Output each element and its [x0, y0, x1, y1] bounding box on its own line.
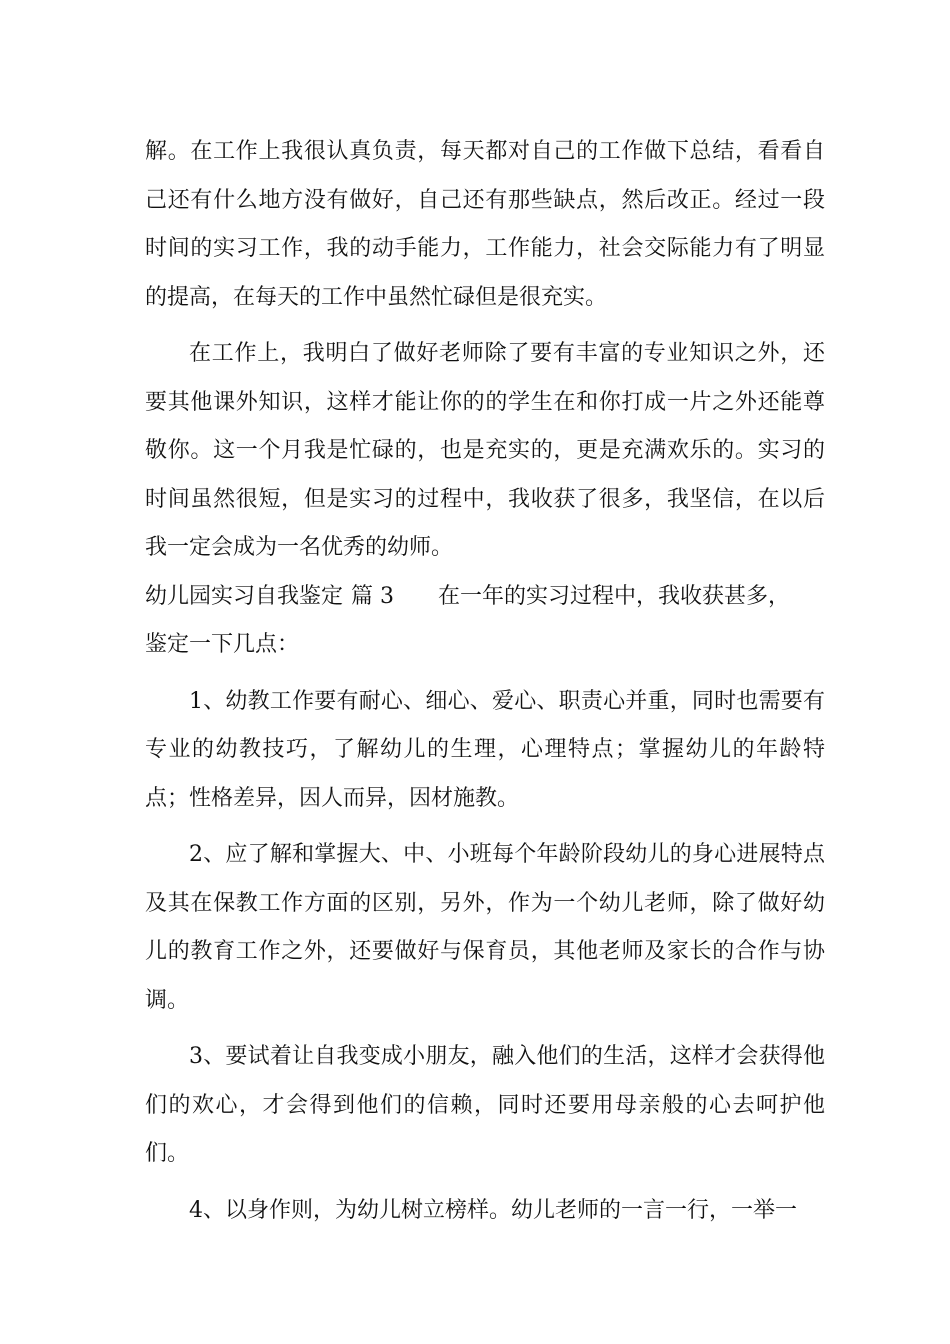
list-item: 1、幼教工作要有耐心、细心、爱心、职责心并重，同时也需要有专业的幼教技巧，了解幼儿的生理，心理特点；掌握幼儿的年龄特点；性格差异，因人而异，因材施教。 [145, 688, 825, 811]
document-body [145, 128, 825, 1235]
section-title: 幼儿园实习自我鉴定 [145, 583, 344, 609]
section-intro-end: 鉴定一下几点： [145, 632, 300, 657]
list-item: 4、以身作则，为幼儿树立榜样。幼儿老师的一言一行，一举一 [189, 1197, 797, 1223]
section-heading-line [145, 573, 825, 622]
section-intro-start: 在一年的实习过程中，我收获甚多， [438, 583, 791, 609]
paragraph-work-reflection: 在工作上，我明白了做好老师除了要有丰富的专业知识之外，还要其他课外知识，这样才能让你的的学生在和你打成一片之外还能尊敬你。这一个月我是忙碌的，也是充实的，更是充满欢乐的。实习的时间虽然很短，但是实习的过程中，我收获了很多，我坚信，在以后我一定会成为一名优秀的幼师。 [145, 341, 825, 560]
list-item: 2、应了解和掌握大、中、小班每个年龄阶段幼儿的身心进展特点及其在保教工作方面的区别，另外，作为一个幼儿老师，除了做好幼儿的教育工作之外，还要做好与保育员，其他老师及家长的合作与协调。 [145, 842, 825, 1013]
paragraph-continued: 解。在工作上我很认真负责，每天都对自己的工作做下总结，看看自己还有什么地方没有做好，自己还有那些缺点，然后改正。经过一段时间的实习工作，我的动手能力，工作能力，社会交际能力有了明显的提高，在每天的工作中虽然忙碌但是很充实。 [145, 139, 825, 310]
list-item: 3、要试着让自我变成小朋友，融入他们的生活，这样才会获得他们的欢心，才会得到他们的信赖，同时还要用母亲般的心去呵护他们。 [145, 1044, 825, 1166]
section-number: 篇 3 [351, 583, 395, 609]
